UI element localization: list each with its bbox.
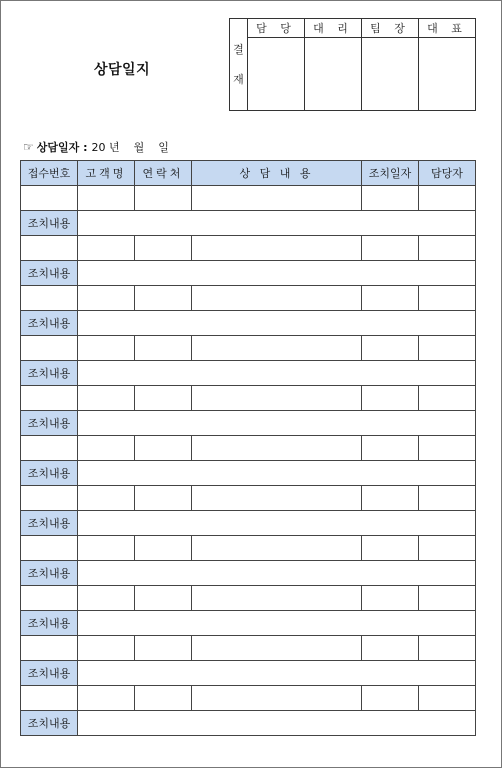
approval-sign-box-assistant-manager[interactable] [305, 38, 362, 111]
consult-content-cell[interactable] [192, 286, 362, 311]
action-row [21, 711, 476, 736]
receipt-number-cell[interactable] [21, 586, 78, 611]
table-header-row [21, 161, 476, 186]
action-content-label: 조치내용 [21, 311, 78, 336]
action-date-cell[interactable] [362, 286, 419, 311]
action-content-label: 조치내용 [21, 411, 78, 436]
receipt-number-cell[interactable] [21, 536, 78, 561]
col-header-customer-name: 고객명 [78, 161, 135, 186]
table-row [21, 486, 476, 511]
action-date-cell[interactable] [362, 586, 419, 611]
action-content-label: 조치내용 [21, 511, 78, 536]
action-content-label: 조치내용 [21, 211, 78, 236]
approval-header-ceo: 대 표 [419, 19, 476, 38]
staff-cell[interactable] [419, 336, 476, 361]
staff-cell[interactable] [419, 236, 476, 261]
customer-name-cell[interactable] [78, 486, 135, 511]
action-content-cell[interactable] [78, 361, 476, 386]
customer-name-cell[interactable] [78, 586, 135, 611]
page-title: 상담일지 [94, 62, 151, 78]
staff-cell[interactable] [419, 636, 476, 661]
receipt-number-cell[interactable] [21, 286, 78, 311]
action-content-cell[interactable] [78, 661, 476, 686]
consult-content-cell[interactable] [192, 236, 362, 261]
customer-name-cell[interactable] [78, 386, 135, 411]
approval-header-assistant-manager: 대 리 [305, 19, 362, 38]
receipt-number-cell[interactable] [21, 686, 78, 711]
action-content-label: 조치내용 [21, 611, 78, 636]
action-row [21, 561, 476, 586]
consult-date-year[interactable]: 20 년 [91, 141, 120, 154]
action-row [21, 611, 476, 636]
contact-cell[interactable] [135, 286, 192, 311]
pointing-hand-icon: ☞ [23, 140, 34, 154]
receipt-number-cell[interactable] [21, 336, 78, 361]
action-date-cell[interactable] [362, 186, 419, 211]
customer-name-cell[interactable] [78, 186, 135, 211]
action-content-cell[interactable] [78, 461, 476, 486]
action-row [21, 261, 476, 286]
contact-cell[interactable] [135, 486, 192, 511]
consult-content-cell[interactable] [192, 586, 362, 611]
receipt-number-cell[interactable] [21, 436, 78, 461]
consult-content-cell[interactable] [192, 386, 362, 411]
action-date-cell[interactable] [362, 236, 419, 261]
contact-cell[interactable] [135, 536, 192, 561]
approval-sign-box-team-lead[interactable] [362, 38, 419, 111]
action-row [21, 511, 476, 536]
customer-name-cell[interactable] [78, 686, 135, 711]
table-body [21, 186, 476, 736]
consult-content-cell[interactable] [192, 186, 362, 211]
contact-cell[interactable] [135, 636, 192, 661]
consult-content-cell[interactable] [192, 636, 362, 661]
consult-date-line [23, 139, 183, 155]
receipt-number-cell[interactable] [21, 236, 78, 261]
action-row [21, 661, 476, 686]
approval-side-char: 재 [233, 72, 244, 86]
receipt-number-cell[interactable] [21, 486, 78, 511]
action-content-label: 조치내용 [21, 361, 78, 386]
action-row [21, 411, 476, 436]
col-header-action-date: 조치일자 [362, 161, 419, 186]
approval-sign-box-ceo[interactable] [419, 38, 476, 111]
col-header-receipt-number: 접수번호 [21, 161, 78, 186]
consult-content-cell[interactable] [192, 686, 362, 711]
table-row [21, 186, 476, 211]
customer-name-cell[interactable] [78, 286, 135, 311]
consult-content-cell[interactable] [192, 536, 362, 561]
staff-cell[interactable] [419, 386, 476, 411]
contact-cell[interactable] [135, 336, 192, 361]
table-row [21, 536, 476, 561]
table-row [21, 336, 476, 361]
customer-name-cell[interactable] [78, 236, 135, 261]
staff-cell[interactable] [419, 586, 476, 611]
approval-table [229, 18, 476, 111]
approval-side-char: 결 [233, 42, 244, 56]
staff-cell[interactable] [419, 436, 476, 461]
col-header-staff: 담당자 [419, 161, 476, 186]
receipt-number-cell[interactable] [21, 636, 78, 661]
contact-cell[interactable] [135, 186, 192, 211]
action-date-cell[interactable] [362, 536, 419, 561]
action-date-cell[interactable] [362, 386, 419, 411]
contact-cell[interactable] [135, 436, 192, 461]
staff-cell[interactable] [419, 486, 476, 511]
action-content-cell[interactable] [78, 211, 476, 236]
action-date-cell[interactable] [362, 486, 419, 511]
contact-cell[interactable] [135, 586, 192, 611]
customer-name-cell[interactable] [78, 636, 135, 661]
action-content-cell[interactable] [78, 611, 476, 636]
col-header-consult-content: 상 담 내 용 [192, 161, 362, 186]
action-row [21, 361, 476, 386]
approval-side-label [230, 19, 248, 111]
action-row [21, 461, 476, 486]
action-date-cell[interactable] [362, 686, 419, 711]
action-content-cell[interactable] [78, 411, 476, 436]
action-row [21, 211, 476, 236]
approval-header-staff: 담 당 [248, 19, 305, 38]
action-row [21, 311, 476, 336]
staff-cell[interactable] [419, 286, 476, 311]
table-row [21, 686, 476, 711]
customer-name-cell[interactable] [78, 536, 135, 561]
contact-cell[interactable] [135, 686, 192, 711]
consult-date-day[interactable]: 일 [158, 141, 169, 154]
action-date-cell[interactable] [362, 436, 419, 461]
customer-name-cell[interactable] [78, 336, 135, 361]
contact-cell[interactable] [135, 386, 192, 411]
customer-name-cell[interactable] [78, 436, 135, 461]
table-row [21, 436, 476, 461]
staff-cell[interactable] [419, 686, 476, 711]
staff-cell[interactable] [419, 186, 476, 211]
table-row [21, 636, 476, 661]
action-content-cell[interactable] [78, 561, 476, 586]
consult-log-table [20, 160, 476, 736]
receipt-number-cell[interactable] [21, 186, 78, 211]
action-content-label: 조치내용 [21, 261, 78, 286]
action-content-label: 조치내용 [21, 461, 78, 486]
col-header-contact: 연락처 [135, 161, 192, 186]
consult-content-cell[interactable] [192, 436, 362, 461]
action-content-label: 조치내용 [21, 561, 78, 586]
action-date-cell[interactable] [362, 636, 419, 661]
action-content-label: 조치내용 [21, 711, 78, 736]
action-content-label: 조치내용 [21, 661, 78, 686]
table-row [21, 586, 476, 611]
action-content-cell[interactable] [78, 261, 476, 286]
contact-cell[interactable] [135, 236, 192, 261]
table-row [21, 236, 476, 261]
table-row [21, 386, 476, 411]
approval-sign-box-staff[interactable] [248, 38, 305, 111]
table-row [21, 286, 476, 311]
action-date-cell[interactable] [362, 336, 419, 361]
approval-header-team-lead: 팀 장 [362, 19, 419, 38]
consult-content-cell[interactable] [192, 336, 362, 361]
action-content-cell[interactable] [78, 711, 476, 736]
action-content-cell[interactable] [78, 311, 476, 336]
receipt-number-cell[interactable] [21, 386, 78, 411]
staff-cell[interactable] [419, 536, 476, 561]
action-content-cell[interactable] [78, 511, 476, 536]
consult-date-label: 상담일자 : [36, 141, 88, 154]
consult-date-month[interactable]: 월 [133, 141, 145, 154]
consult-content-cell[interactable] [192, 486, 362, 511]
